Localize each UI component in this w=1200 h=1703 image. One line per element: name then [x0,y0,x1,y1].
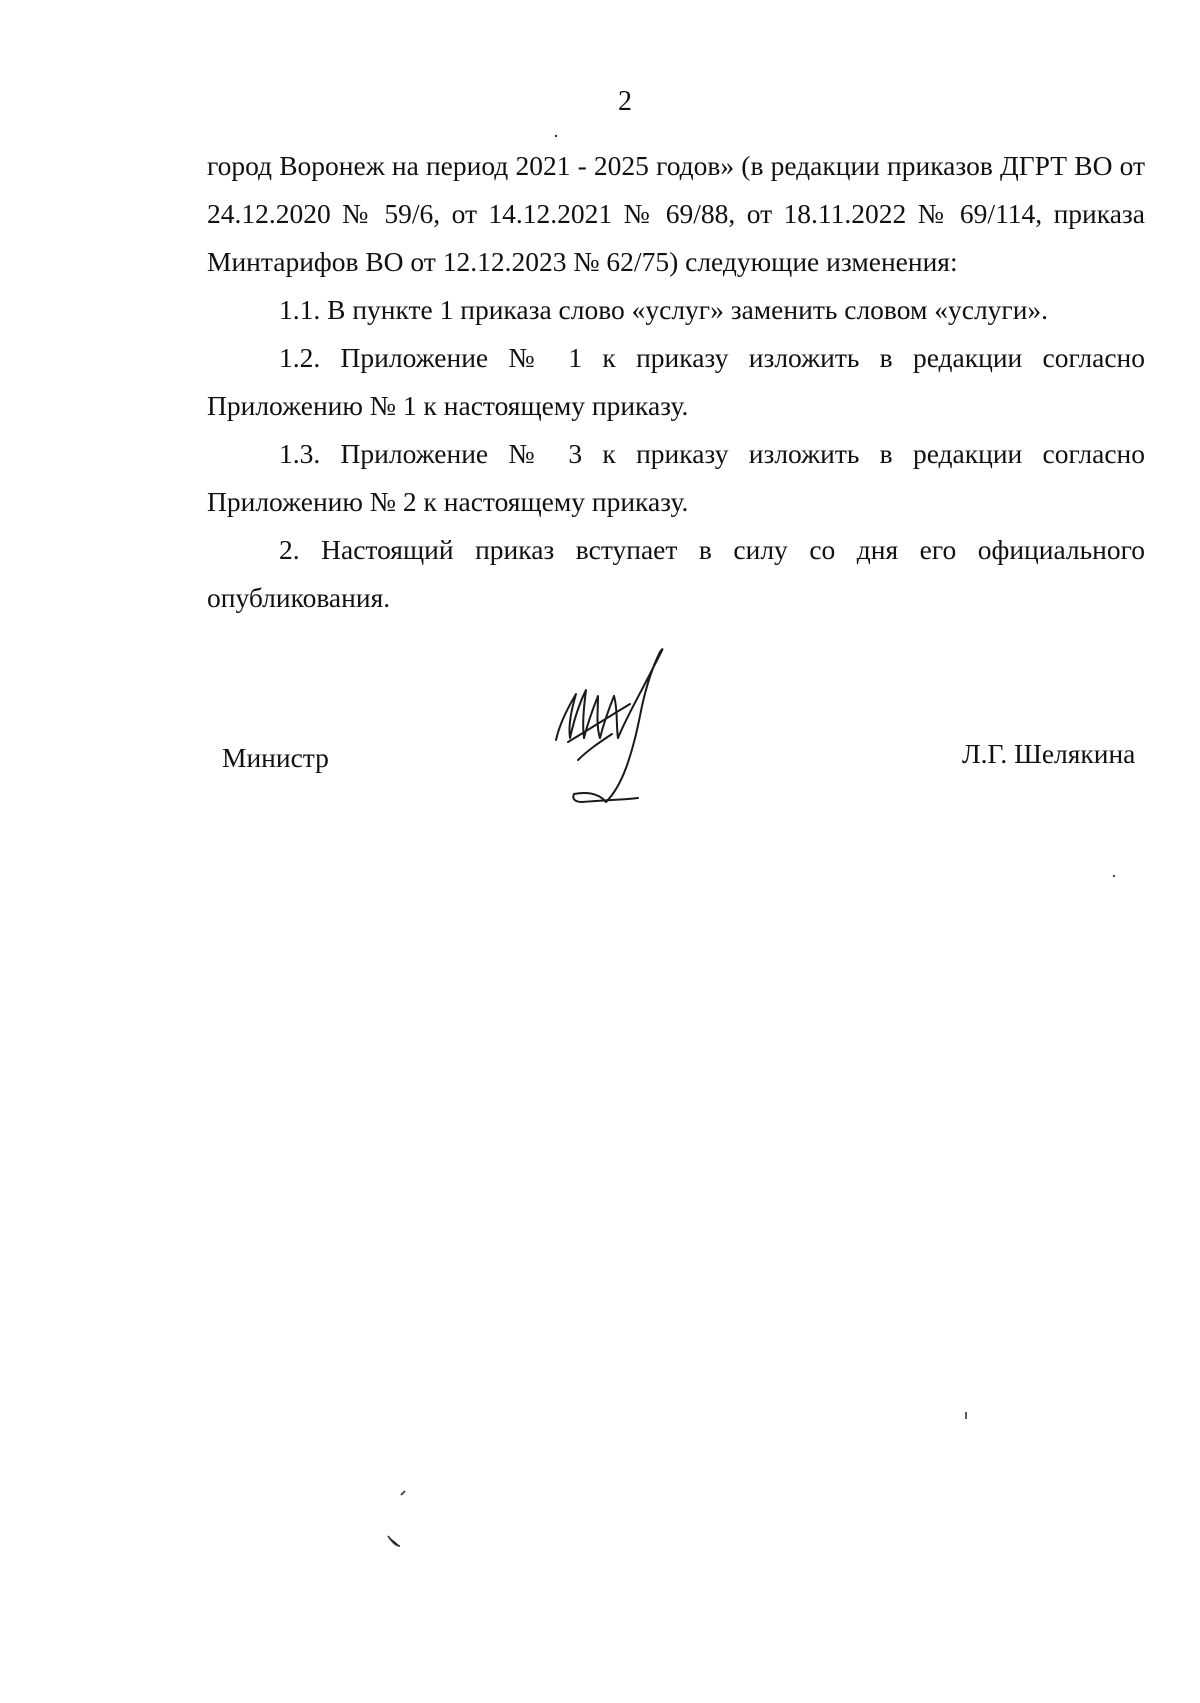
paragraph-item-2: 2. Настоящий приказ вступает в силу со дня его официального опубликования. [207,534,1145,613]
scan-speck [1110,872,1118,880]
scan-speck [552,132,560,140]
signer-name: Л.Г. Шелякина [962,738,1136,769]
scan-speck [398,1488,408,1498]
signer-title: Министр [222,742,329,773]
paragraph-continuation: город Воронеж на период 2021 - 2025 годов» (в редакции приказов ДГРТ ВО от 24.12.2020 № 59/6, от 14.12.2021 № 69/88, от 18.11.2022 № 69/114, приказа Минтарифов ВО от 12.12.2023 № 62/75) следующие изменения: [207,150,1145,277]
paragraph-item-1-3: 1.3. Приложение № 3 к приказу изложить в редакции согласно Приложению № 2 к настоящему приказу. [207,438,1145,517]
scan-speck [962,1410,970,1422]
page-number: 2 [618,86,632,117]
paragraph-item-1-2: 1.2. Приложение № 1 к приказу изложить в редакции согласно Приложению № 1 к настоящему приказу. [207,342,1145,421]
scan-speck [386,1534,402,1550]
document-body [207,142,1145,622]
handwritten-signature [548,642,708,832]
paragraph-item-1-1: 1.1. В пункте 1 приказа слово «услуг» заменить словом «услуги». [279,294,1049,325]
